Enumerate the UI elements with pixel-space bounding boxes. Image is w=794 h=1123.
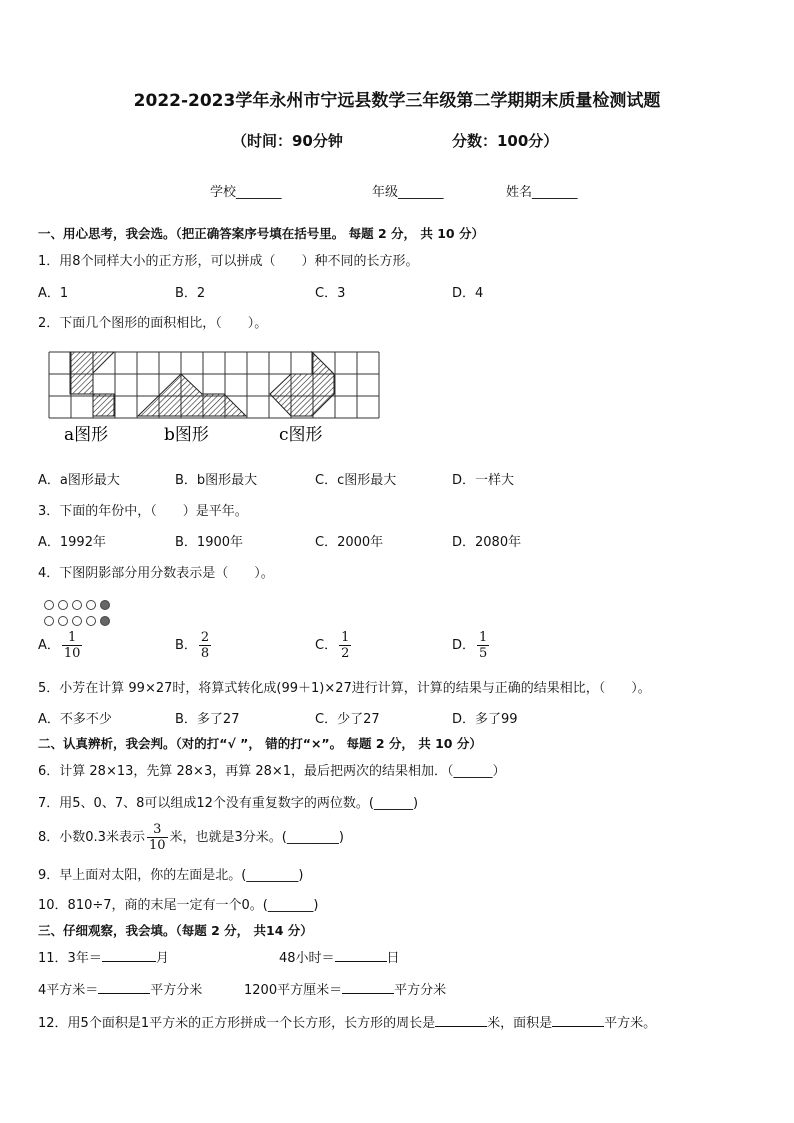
name-field: 姓名_______	[506, 185, 578, 200]
shaded-circle-icon	[100, 600, 110, 610]
question-11-part-2: 48小时＝ 日	[279, 951, 400, 966]
q4-option-c: C． $\frac{1}{2}$	[315, 630, 350, 661]
circle-icon	[86, 616, 96, 626]
circle-icon	[44, 616, 54, 626]
question-5: 5．小芳在计算 99×27时，将算式转化成(99＋1)×27进行计算，计算的结果与正确的结果相比，（ ）。	[38, 681, 651, 696]
circles-row-2	[44, 611, 114, 630]
q1-option-a: A．1	[38, 286, 69, 301]
answer-blank	[435, 1014, 487, 1027]
figure-label-b: b图形	[164, 425, 209, 445]
question-3: 3．下面的年份中，（ ）是平年。	[38, 504, 248, 519]
exam-score: 分数：100分）	[452, 132, 559, 150]
question-9: 9．早上面对太阳，你的左面是北。(________)	[38, 868, 304, 883]
q5-option-b: B．多了27	[175, 712, 240, 727]
q2-option-d: D．一样大	[452, 473, 515, 488]
fraction: $\frac{1}{10}$	[63, 630, 81, 661]
question-8: 8．小数0.3米表示 $\frac{3}{10}$ 米，也就是3分米。(________)	[38, 822, 344, 853]
circle-icon	[72, 600, 82, 610]
figure-b	[138, 374, 246, 416]
question-10: 10．810÷7，商的末尾一定有一个0。(_______)	[38, 898, 319, 913]
fraction: $\frac{1}{5}$	[479, 630, 488, 661]
q3-option-b: B．1900年	[175, 535, 244, 550]
fraction: $\frac{2}{8}$	[200, 630, 210, 661]
answer-blank	[552, 1014, 604, 1027]
q1-option-c: C．3	[315, 286, 346, 301]
figure-c	[270, 352, 334, 416]
section-1-heading: 一、用心思考，我会选。（把正确答案序号填在括号里。 每题 2 分， 共 10 分）	[38, 226, 484, 241]
figure-label-a: a图形	[64, 425, 109, 445]
answer-blank	[342, 981, 394, 994]
q3-option-c: C．2000年	[315, 535, 384, 550]
q4-option-a: A． $\frac{1}{10}$	[38, 630, 81, 661]
figure-a	[70, 352, 114, 416]
question-7: 7．用5、0、7、8可以组成12个没有重复数字的两位数。(______)	[38, 796, 419, 811]
q2-option-c: C．c图形最大	[315, 473, 397, 488]
q5-option-c: C．少了27	[315, 712, 380, 727]
q1-option-b: B．2	[175, 286, 206, 301]
fraction: $\frac{1}{2}$	[341, 630, 350, 661]
circle-icon	[86, 600, 96, 610]
answer-blank	[98, 981, 150, 994]
question-12: 12．用5个面积是1平方米的正方形拼成一个长方形，长方形的周长是 米，面积是 平方米。	[38, 1016, 657, 1031]
section-3-heading: 三、仔细观察，我会填。（每题 2 分， 共14 分）	[38, 923, 313, 938]
exam-time: （时间：90分钟	[232, 132, 343, 150]
question-2: 2．下面几个图形的面积相比，（ ）。	[38, 316, 268, 331]
q2-option-a: A．a图形最大	[38, 473, 120, 488]
circle-icon	[58, 616, 68, 626]
figure-a-triangle	[93, 352, 114, 373]
question-11-part-4: 1200平方厘米＝ 平方分米	[244, 983, 447, 998]
circle-icon	[58, 600, 68, 610]
circle-icon	[72, 616, 82, 626]
question-6: 6．计算 28×13，先算 28×3，再算 28×1，最后把两次的结果相加．（______）	[38, 764, 506, 779]
answer-blank	[102, 949, 156, 962]
q4-option-b: B． $\frac{2}{8}$	[175, 630, 210, 661]
q3-option-a: A．1992年	[38, 535, 106, 550]
grade-field: 年级_______	[372, 185, 444, 200]
question-11-part-3: 4平方米＝ 平方分米	[38, 983, 203, 998]
q2-option-b: B．b图形最大	[175, 473, 258, 488]
figure-label-c: c图形	[279, 425, 323, 445]
circle-icon	[44, 600, 54, 610]
q3-option-d: D．2080年	[452, 535, 522, 550]
answer-blank	[335, 949, 387, 962]
q5-option-a: A．不多不少	[38, 712, 112, 727]
school-field: 学校_______	[210, 185, 282, 200]
grid-figure	[48, 350, 384, 445]
page-title: 2022-2023学年永州市宁远县数学三年级第二学期期末质量检测试题	[133, 91, 661, 111]
q4-option-d: D． $\frac{1}{5}$	[452, 630, 488, 661]
section-2-heading: 二、认真辨析，我会判。（对的打“√ ”， 错的打“×”。 每题 2 分， 共 10 分）	[38, 736, 482, 751]
fraction: $\frac{3}{10}$	[148, 822, 166, 853]
question-4: 4．下图阴影部分用分数表示是（ ）。	[38, 566, 274, 581]
q5-option-d: D．多了99	[452, 712, 518, 727]
shaded-circle-icon	[100, 616, 110, 626]
question-11-part-1: 11．3年＝ 月	[38, 951, 169, 966]
question-1: 1．用8个同样大小的正方形，可以拼成（ ）种不同的长方形。	[38, 254, 419, 269]
q1-option-d: D．4	[452, 286, 484, 301]
